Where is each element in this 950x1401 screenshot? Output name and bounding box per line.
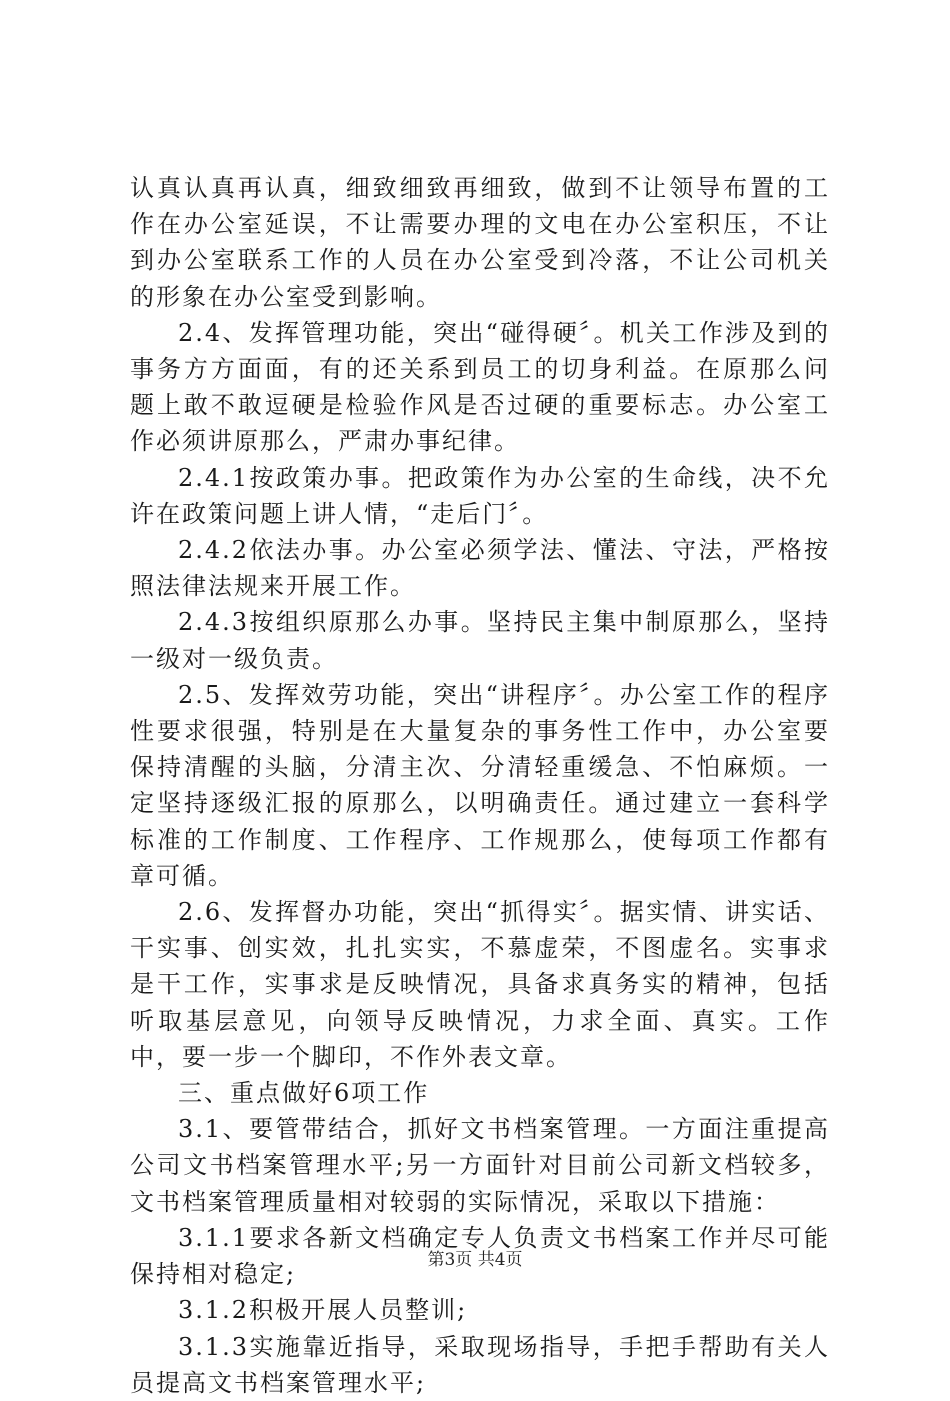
paragraph: 2.5、发挥效劳功能，突出“讲程序〞。办公室工作的程序性要求很强，特别是在大量复杂的事务性工作中，办公室要保持清醒的头脑，分清主次、分清轻重缓急、不怕麻烦。一定坚持逐级汇报的原那么，以明确责任。通过建立一套科学标准的工作制度、工作程序、工作规那么，使每项工作都有章可循。 <box>130 680 830 890</box>
paragraph: 3.1、要管带结合，抓好文书档案管理。一方面注重提高公司文书档案管理水平;另一方面针对目前公司新文档较多，文书档案管理质量相对较弱的实际情况，采取以下措施： <box>130 1115 830 1216</box>
paragraph: 认真认真再认真，细致细致再细致，做到不让领导布置的工作在办公室延误，不让需要办理的文电在办公室积压，不让到办公室联系工作的人员在办公室受到冷落，不让公司机关的形象在办公室受到影响。 <box>130 174 830 311</box>
paragraph: 3.1.2积极开展人员整训; <box>178 1296 468 1325</box>
section-heading: 三、重点做好6项工作 <box>178 1079 430 1108</box>
paragraph: 2.4.2依法办事。办公室必须学法、懂法、守法，严格按照法律法规来开展工作。 <box>130 536 830 601</box>
paragraph: 3.1.3实施靠近指导，采取现场指导，手把手帮助有关人员提高文书档案管理水平; <box>130 1332 830 1397</box>
document-body <box>130 170 830 1401</box>
paragraph: 2.4.1按政策办事。把政策作为办公室的生命线，决不允许在政策问题上讲人情，“走后门〞。 <box>130 463 830 528</box>
paragraph: 2.4、发挥管理功能，突出“碰得硬〞。机关工作涉及到的事务方方面面，有的还关系到员工的切身利益。在原那么问题上敢不敢逗硬是检验作风是否过硬的重要标志。办公室工作必须讲原那么，严肃办事纪律。 <box>130 318 830 456</box>
paragraph: 2.6、发挥督办功能，突出“抓得实〞。据实情、讲实话、干实事、创实效，扎扎实实，不慕虚荣，不图虚名。实事求是干工作，实事求是反映情况，具备求真务实的精神，包括听取基层意见，向领导反映情况，力求全面、真实。工作中，要一步一个脚印，不作外表文章。 <box>130 898 830 1071</box>
page-number-footer: 第3页 共4页 <box>427 1250 523 1270</box>
paragraph: 2.4.3按组织原那么办事。坚持民主集中制原那么，坚持一级对一级负责。 <box>130 608 830 673</box>
paragraph: 3.1.1要求各新文档确定专人负责文书档案工作并尽可能保持相对稳定; <box>130 1223 830 1289</box>
